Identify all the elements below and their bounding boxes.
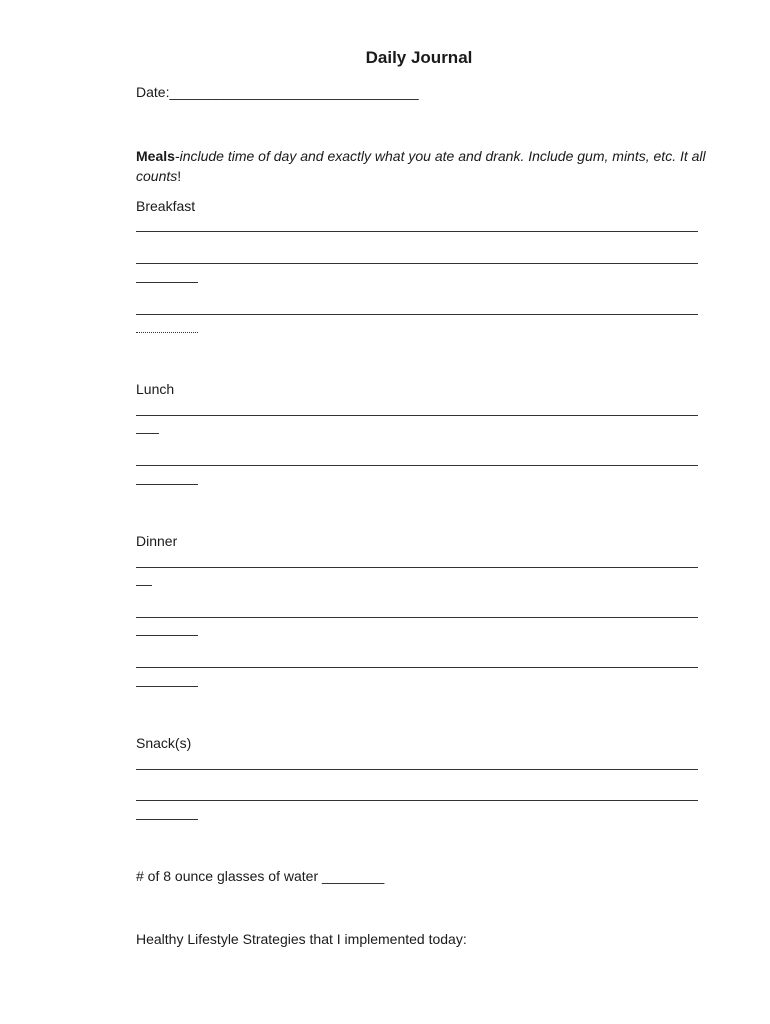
- meals-instructions-text: -include time of day and exactly what you ate and drank. Include gum, mints, etc. It all counts: [136, 148, 706, 184]
- date-label: Date:: [136, 84, 170, 100]
- breakfast-line-3[interactable]: [136, 314, 698, 315]
- water-row: [136, 867, 384, 886]
- dinner-line-3-tail: [136, 686, 198, 687]
- date-row: [136, 83, 419, 102]
- water-count-field[interactable]: ________: [322, 868, 385, 884]
- lunch-line-1[interactable]: [136, 415, 698, 416]
- meals-heading: Meals: [136, 148, 175, 164]
- lunch-label: Lunch: [136, 381, 175, 397]
- snacks-line-2-tail: [136, 819, 198, 820]
- dinner-line-3[interactable]: [136, 667, 698, 668]
- lunch-line-2[interactable]: [136, 465, 698, 466]
- date-field[interactable]: ________________________________: [169, 84, 419, 100]
- dinner-line-2-tail: [136, 635, 198, 636]
- breakfast-label: Breakfast: [136, 198, 196, 214]
- breakfast-line-1[interactable]: [136, 231, 698, 232]
- water-label: # of 8 ounce glasses of water: [136, 868, 319, 884]
- lunch-line-1-tail: [136, 433, 159, 434]
- snacks-line-1[interactable]: [136, 769, 698, 770]
- dinner-label: Dinner: [136, 533, 178, 549]
- meals-instructions: [136, 146, 706, 186]
- dinner-line-1-tail: [136, 585, 152, 586]
- dinner-line-2[interactable]: [136, 617, 698, 618]
- dinner-line-1[interactable]: [136, 567, 698, 568]
- breakfast-line-2-tail: [136, 282, 198, 283]
- lunch-line-2-tail: [136, 484, 198, 485]
- snacks-label: Snack(s): [136, 735, 192, 751]
- strategies-label: Healthy Lifestyle Strategies that I implemented today:: [136, 931, 467, 947]
- snacks-line-2[interactable]: [136, 800, 698, 801]
- breakfast-line-3-tail: [136, 332, 198, 333]
- meals-instructions-end: !: [177, 168, 182, 184]
- breakfast-line-2[interactable]: [136, 263, 698, 264]
- page-title: Daily Journal: [365, 48, 473, 67]
